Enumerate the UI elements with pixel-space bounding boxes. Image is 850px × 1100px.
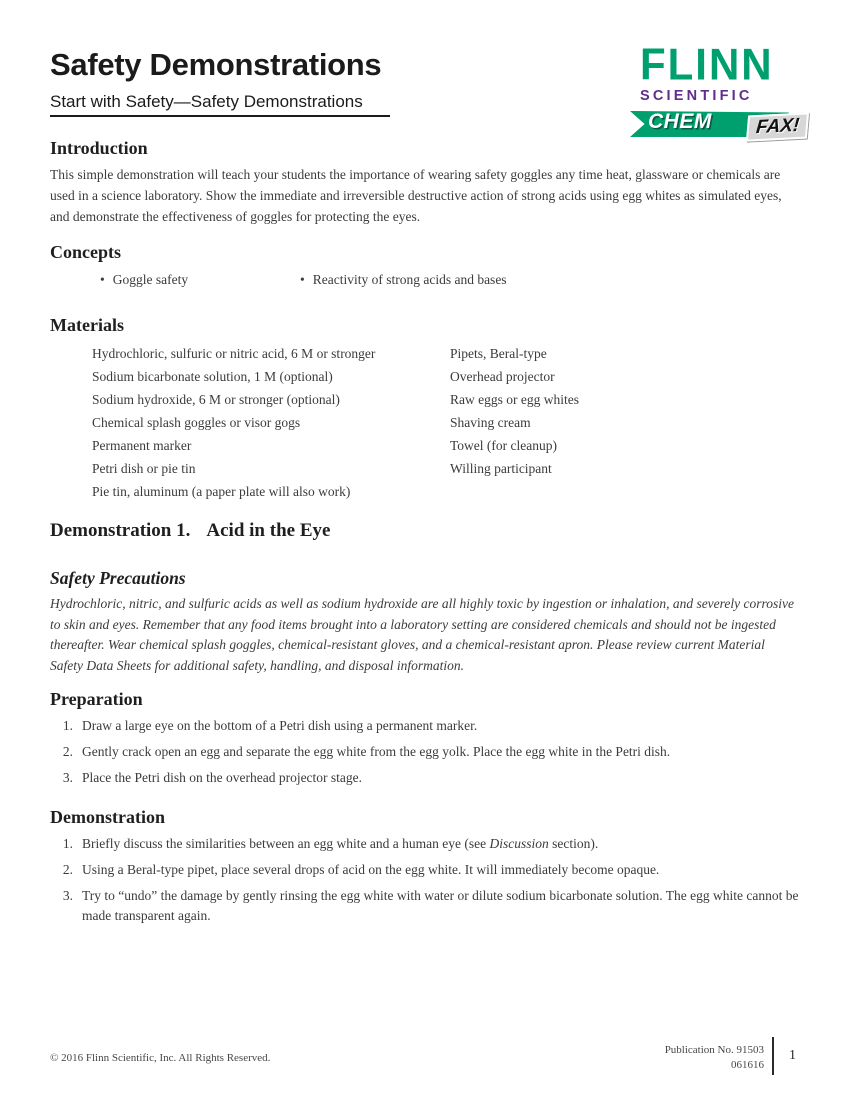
concept-label: Goggle safety bbox=[112, 272, 189, 287]
material-item: Chemical splash goggles or visor gogs bbox=[92, 415, 301, 430]
materials-list bbox=[92, 342, 800, 503]
preparation-heading: Preparation bbox=[50, 689, 143, 709]
chem-label: CHEM bbox=[648, 110, 712, 133]
chemfax-badge bbox=[640, 109, 800, 143]
introduction-paragraph: This simple demonstration will teach your students the importance of wearing safety goggles any time heat, glassware or chemicals are used in a science laboratory. Show the immediate and irreversible destructive action of strong acids using egg whites as simulated eyes, and demonstrate the effectiveness of goggles for protecting the eyes. bbox=[50, 167, 782, 224]
step-number: 1. bbox=[62, 836, 73, 851]
footer-copyright: © 2016 Flinn Scientific, Inc. All Rights Reserved. bbox=[50, 1052, 271, 1064]
material-item: Willing participant bbox=[450, 461, 552, 476]
demonstration1-heading bbox=[50, 519, 800, 543]
publication-number: Publication No. 91503 bbox=[664, 1044, 764, 1056]
material-item: Permanent marker bbox=[92, 438, 192, 453]
material-item: Petri dish or pie tin bbox=[92, 461, 196, 476]
flinn-wordmark: FLINN bbox=[640, 39, 774, 90]
material-item: Towel (for cleanup) bbox=[450, 438, 558, 453]
step-text: Try to “undo” the damage by gently rinsing the egg white with water or dilute sodium bicarbonate solution. The egg white cannot be made transparent again. bbox=[82, 888, 799, 923]
material-item: Sodium bicarbonate solution, 1 M (optional) bbox=[92, 369, 333, 384]
footer-divider bbox=[772, 1037, 774, 1075]
concept-item bbox=[100, 270, 300, 290]
step-text: Draw a large eye on the bottom of a Petri dish using a permanent marker. bbox=[82, 718, 478, 733]
demonstration1-title: Acid in the Eye bbox=[206, 520, 331, 541]
step-number: 2. bbox=[62, 744, 73, 759]
step-number: 1. bbox=[62, 718, 73, 733]
demonstration1-label: Demonstration 1. bbox=[50, 520, 191, 541]
material-item: Raw eggs or egg whites bbox=[450, 392, 579, 407]
material-item: Pie tin, aluminum (a paper plate will also work) bbox=[92, 484, 351, 499]
list-item bbox=[57, 834, 800, 854]
footer-publication-block bbox=[665, 1043, 764, 1073]
title-divider bbox=[50, 115, 390, 117]
concept-label: Reactivity of strong acids and bases bbox=[312, 272, 507, 287]
step-text bbox=[82, 834, 800, 854]
concepts-heading: Concepts bbox=[50, 242, 121, 262]
material-item: Pipets, Beral-type bbox=[450, 346, 547, 361]
list-item bbox=[57, 886, 800, 926]
step-number: 3. bbox=[62, 770, 73, 785]
material-item: Shaving cream bbox=[450, 415, 531, 430]
step-text-post: section). bbox=[548, 836, 599, 851]
page-number: 1 bbox=[789, 1048, 796, 1063]
list-item bbox=[57, 742, 800, 762]
list-item bbox=[57, 768, 800, 788]
preparation-steps bbox=[57, 716, 800, 788]
concept-item bbox=[300, 270, 507, 290]
scientific-wordmark: SCIENTIFIC bbox=[640, 88, 753, 104]
step-number: 3. bbox=[62, 888, 73, 903]
material-item: Sodium hydroxide, 6 M or stronger (optional) bbox=[92, 392, 340, 407]
step-number: 2. bbox=[62, 862, 73, 877]
list-item bbox=[57, 860, 800, 880]
material-item: Hydrochloric, sulfuric or nitric acid, 6 M or stronger bbox=[92, 346, 376, 361]
page-subtitle: Start with Safety—Safety Demonstrations bbox=[50, 92, 363, 111]
page-title: Safety Demonstrations bbox=[50, 47, 382, 82]
safety-precautions-heading: Safety Precautions bbox=[50, 568, 186, 588]
materials-left-column bbox=[92, 342, 450, 503]
fax-label: FAX! bbox=[754, 114, 800, 139]
materials-heading: Materials bbox=[50, 315, 124, 335]
introduction-heading: Introduction bbox=[50, 138, 148, 158]
demonstration-heading: Demonstration bbox=[50, 807, 165, 827]
step-text: Gently crack open an egg and separate the egg white from the egg yolk. Place the egg white in the Petri dish. bbox=[82, 744, 671, 759]
step-text: Using a Beral-type pipet, place several drops of acid on the egg white. It will immediately become opaque. bbox=[82, 862, 660, 877]
safety-precautions-paragraph: Hydrochloric, nitric, and sulfuric acids as well as sodium hydroxide are all highly toxic by ingestion or inhalation, and severely corrosive to skin and eyes. Remember that any food items brought into a laboratory setting are considered chemicals and should not be ingested thereafter. Wear chemical splash goggles, chemical-resistant gloves, and a chemical-resistant apron. Please review current Material Safety Data Sheets for additional safety, handling, and disposal information. bbox=[50, 596, 795, 673]
publication-date-code: 061616 bbox=[731, 1059, 764, 1071]
step-text-pre: Briefly discuss the similarities between an egg white and a human eye (see bbox=[82, 836, 490, 851]
step-text: Place the Petri dish on the overhead projector stage. bbox=[82, 770, 363, 785]
bullet-icon: • bbox=[300, 272, 305, 287]
flinn-logo bbox=[640, 39, 800, 143]
fax-label-box bbox=[746, 112, 809, 141]
bullet-icon: • bbox=[100, 272, 105, 287]
step-text-italic: Discussion bbox=[489, 836, 549, 851]
materials-right-column bbox=[450, 342, 579, 503]
list-item bbox=[57, 716, 800, 736]
concepts-list bbox=[100, 270, 800, 290]
demonstration-steps bbox=[57, 834, 800, 926]
material-item: Overhead projector bbox=[450, 369, 555, 384]
